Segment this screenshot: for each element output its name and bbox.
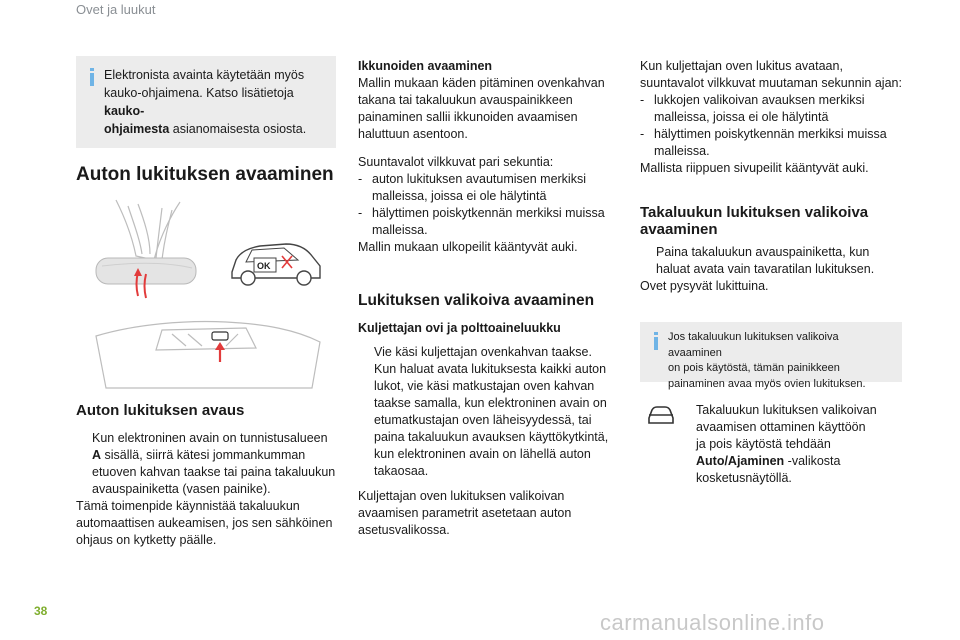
info-text: ohjaimesta asianomaisesta osiosta.: [104, 122, 307, 136]
info-box-tailgate: Jos takaluukun lukituksen valikoiva avaaminen on pois käytöstä, tämän painikkeen painaminen avaa myös ovien lukituksen.: [640, 322, 902, 382]
section-header: Ovet ja luukut: [76, 2, 156, 17]
page-title: Auton lukituksen avaaminen: [76, 164, 334, 185]
car-settings-text: Takaluukun lukituksen valikoivan avaamisen ottaminen käyttöön ja pois käytöstä tehdään Auto/Ajaminen -valikosta kosketusnäytöllä.: [696, 403, 877, 485]
driver-unlock-section: Kun kuljettajan oven lukitus avataan, suuntavalot vilkkuvat muutaman sekunnin ajan: - lukkojen valikoivan avauksen merkiksi malleissa, joissa ei ole hälytintä - hälyttimen poiskytkennän merkiksi muissa malleissa. Mallista riippuen sivupeilit kääntyvät auki.: [640, 59, 902, 175]
windows-section: Ikkunoiden avaaminen Mallin mukaan käden pitäminen ovenkahvan takana tai takaluukun avauspainikkeen painaminen sallii ikkunoiden avaamisen haluttuun asentoon.: [358, 58, 608, 143]
info-icon: [650, 332, 662, 350]
unlock-step: Kun elektroninen avain on tunnistusalueen A sisällä, siirrä kätesi jommankumman etuoven kahvan taakse tai paina takaluukun avauspainiketta (vasen painike). Tämä toimenpide käynnistää takaluukun automaattisen aukeamisen, jos sen sähköinen ohjaus on kytketty päälle.: [76, 431, 336, 547]
ok-label: OK: [257, 261, 271, 271]
info-text: kauko-ohjaimena. Katso lisätietoja kauko-: [104, 86, 294, 118]
info-icon: [86, 68, 98, 86]
watermark: carmanualsonline.info: [600, 610, 825, 635]
page-number: 38: [34, 604, 48, 618]
param-text: Kuljettajan oven lukituksen valikoivan avaamisen parametrit asetetaan auton asetusvalikossa.: [358, 489, 572, 537]
windows-title: Ikkunoiden avaaminen: [358, 59, 493, 73]
tailgate-step: Paina takaluukun avauspainiketta, kun haluat avata vain tavaratilan lukituksen. Ovet pysyvät lukittuina.: [640, 245, 875, 293]
selective-subtitle: Kuljettajan ovi ja polttoaineluukku: [358, 321, 561, 335]
info-box-remote: [76, 56, 336, 148]
selective-steps: Vie käsi kuljettajan ovenkahvan taakse. Kun haluat avata lukituksesta kaikki auton lukot, vie käsi matkustajan oven kahvan taakse samalla, kun elektroninen avain on etumatkustajan oven läheisyydessä, tai paina takaluukun avauksen käyttökytkintä, kun elektroninen avain on lähellä auton takaosaa.: [374, 345, 609, 478]
car-settings-icon: [646, 404, 676, 426]
selective-title: Lukituksen valikoiva avaaminen: [358, 292, 595, 309]
unlock-illustration: [76, 196, 338, 392]
blink-section: Suuntavalot vilkkuvat pari sekuntia: - auton lukituksen avautumisen merkiksi malleissa, joissa ei ole hälytintä - hälyttimen poiskytkennän merkiksi muissa malleissa. Mallin mukaan ulkopeilit kääntyvät auki.: [358, 155, 605, 254]
subtitle-unlock: Auton lukituksen avaus: [76, 402, 245, 419]
tailgate-title: Takaluukun lukituksen valikoiva avaaminen: [640, 204, 869, 238]
info-text: Elektronista avainta käytetään myös: [104, 68, 305, 82]
